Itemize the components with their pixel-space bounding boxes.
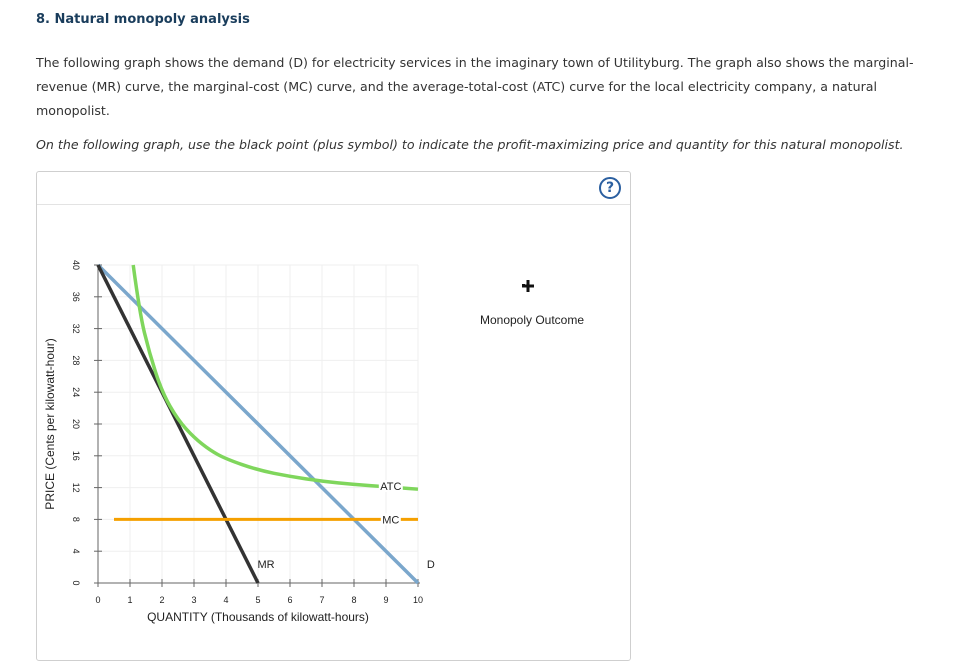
curve-label-mr: MR <box>257 558 275 571</box>
curve-label-d: D <box>426 558 435 571</box>
graph-panel <box>36 171 631 661</box>
y-tick-label: 12 <box>71 482 81 493</box>
y-tick-label: 16 <box>71 450 81 461</box>
question-body: The following graph shows the demand (D) for electricity services in the imaginary town of Utilityburg. The graph also shows the marginal-revenue (MR) curve, the marginal-cost (MC) curve, and the average-total-cost (ATC) curve for the local electricity company, a natural monopolist. <box>36 55 914 118</box>
x-tick-label: 2 <box>159 595 165 605</box>
curve-label-mc: MC <box>382 514 400 527</box>
y-tick-label: 40 <box>71 259 81 271</box>
x-axis-title: QUANTITY (Thousands of kilowatt-hours) <box>147 610 369 624</box>
x-tick-label: 5 <box>255 595 261 605</box>
y-tick-label: 36 <box>71 291 81 302</box>
question-title: 8. Natural monopoly analysis <box>36 12 250 27</box>
x-tick-label: 3 <box>191 595 197 605</box>
x-tick-label: 10 <box>412 595 424 605</box>
y-tick-label: 24 <box>71 387 81 398</box>
x-tick-label: 4 <box>223 595 229 605</box>
x-tick-label: 7 <box>319 595 325 605</box>
curve-label-atc: ATC <box>380 481 402 494</box>
x-tick-label: 1 <box>127 595 133 605</box>
plus-icon-bar <box>522 285 534 288</box>
x-tick-label: 6 <box>287 595 293 605</box>
question-instruction: On the following graph, use the black point (plus symbol) to indicate the profit-maximizing price and quantity for this natural monopolist. <box>36 137 904 152</box>
y-tick-label: 28 <box>71 355 81 366</box>
y-tick-label: 32 <box>71 323 81 334</box>
x-tick-label: 8 <box>351 595 357 605</box>
help-icon[interactable]: ? <box>599 177 621 199</box>
y-axis-title: PRICE (Cents per kilowatt-hour) <box>43 338 57 510</box>
x-tick-label: 0 <box>95 595 101 605</box>
y-tick-label: 4 <box>71 548 81 554</box>
y-tick-label: 20 <box>71 418 81 430</box>
monopoly-chart <box>37 172 630 660</box>
y-tick-label: 8 <box>71 516 81 522</box>
monopoly-outcome-tool[interactable] <box>522 280 534 292</box>
y-tick-label: 0 <box>71 580 81 586</box>
tool-label: Monopoly Outcome <box>479 313 585 327</box>
x-tick-label: 9 <box>383 595 389 605</box>
